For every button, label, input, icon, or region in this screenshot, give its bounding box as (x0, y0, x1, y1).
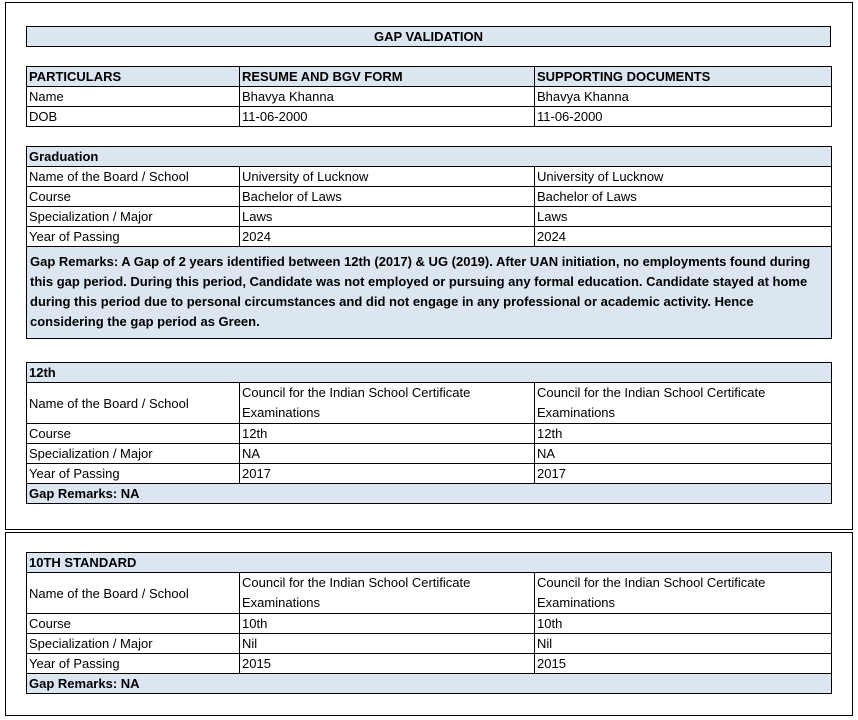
documents-value: 2017 (535, 464, 832, 484)
row-label: DOB (27, 107, 240, 127)
resume-value: 2024 (240, 227, 535, 247)
resume-value: Bachelor of Laws (240, 187, 535, 207)
twelfth-table (26, 362, 832, 504)
graduation-heading: Graduation (27, 147, 832, 167)
table-row (27, 464, 832, 484)
table-row (27, 207, 832, 227)
row-label: Specialization / Major (27, 444, 240, 464)
particulars-table (26, 66, 832, 127)
resume-value: 12th (240, 424, 535, 444)
documents-value: Laws (535, 207, 832, 227)
documents-value: Council for the Indian School Certificate Examinations (535, 383, 832, 424)
page-title: GAP VALIDATION (27, 27, 831, 47)
resume-value: Nil (240, 634, 535, 654)
table-row (27, 227, 832, 247)
resume-value: University of Lucknow (240, 167, 535, 187)
row-label: Year of Passing (27, 464, 240, 484)
row-label: Name (27, 87, 240, 107)
table-row (27, 654, 832, 674)
col-header-documents: SUPPORTING DOCUMENTS (535, 67, 832, 87)
documents-value: 2015 (535, 654, 832, 674)
resume-value: Laws (240, 207, 535, 227)
table-row (27, 573, 832, 614)
row-label: Name of the Board / School (27, 167, 240, 187)
documents-value: 11-06-2000 (535, 107, 832, 127)
documents-value: Nil (535, 634, 832, 654)
documents-value: Bhavya Khanna (535, 87, 832, 107)
twelfth-gap-remarks: Gap Remarks: NA (27, 484, 832, 504)
resume-value: NA (240, 444, 535, 464)
table-row (27, 167, 832, 187)
documents-value: Council for the Indian School Certificate Examinations (535, 573, 832, 614)
table-row (27, 187, 832, 207)
particulars-header-row (27, 67, 832, 87)
row-label: Course (27, 187, 240, 207)
row-label: Specialization / Major (27, 634, 240, 654)
tenth-heading: 10TH STANDARD (27, 553, 832, 573)
row-label: Specialization / Major (27, 207, 240, 227)
title-table (26, 26, 831, 47)
table-row (27, 107, 832, 127)
resume-value: Council for the Indian School Certificate Examinations (240, 573, 535, 614)
tenth-gap-remarks: Gap Remarks: NA (27, 674, 832, 694)
table-row (27, 87, 832, 107)
documents-value: 12th (535, 424, 832, 444)
resume-value: 2017 (240, 464, 535, 484)
documents-value: NA (535, 444, 832, 464)
documents-value: 2024 (535, 227, 832, 247)
col-header-particulars: PARTICULARS (27, 67, 240, 87)
row-label: Name of the Board / School (27, 573, 240, 614)
tenth-table (26, 552, 832, 694)
documents-value: University of Lucknow (535, 167, 832, 187)
table-row (27, 424, 832, 444)
resume-value: Council for the Indian School Certificate Examinations (240, 383, 535, 424)
twelfth-heading: 12th (27, 363, 832, 383)
documents-value: Bachelor of Laws (535, 187, 832, 207)
resume-value: 10th (240, 614, 535, 634)
row-label: Name of the Board / School (27, 383, 240, 424)
row-label: Year of Passing (27, 227, 240, 247)
row-label: Course (27, 424, 240, 444)
table-row (27, 634, 832, 654)
row-label: Course (27, 614, 240, 634)
resume-value: Bhavya Khanna (240, 87, 535, 107)
row-label: Year of Passing (27, 654, 240, 674)
table-row (27, 614, 832, 634)
graduation-gap-remarks: Gap Remarks: A Gap of 2 years identified between 12th (2017) & UG (2019). After UAN initiation, no employments found during this gap period. During this period, Candidate was not employed or pursuing any formal education. Candidate stayed at home during this period due to personal circumstances and did not engage in any professional or academic activity. Hence considering the gap period as Green. (27, 247, 832, 339)
col-header-resume: RESUME AND BGV FORM (240, 67, 535, 87)
table-row (27, 444, 832, 464)
graduation-table (26, 146, 832, 339)
table-row (27, 383, 832, 424)
resume-value: 11-06-2000 (240, 107, 535, 127)
resume-value: 2015 (240, 654, 535, 674)
documents-value: 10th (535, 614, 832, 634)
